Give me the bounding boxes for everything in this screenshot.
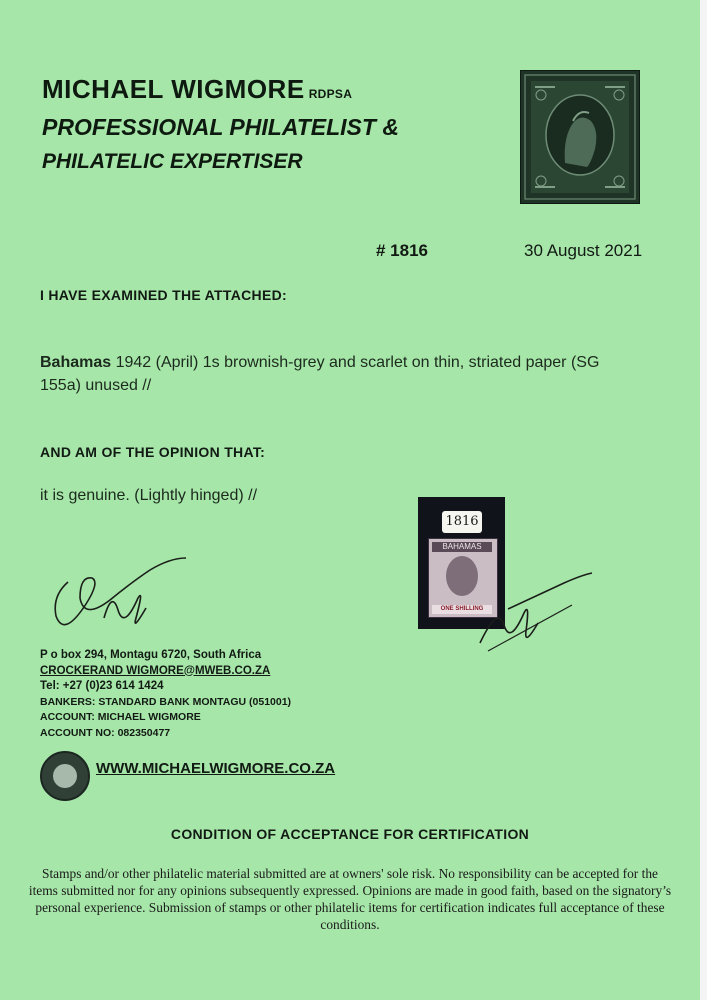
photo-number-label: 1816	[442, 511, 482, 533]
postal-address: P o box 294, Montagu 6720, South Africa	[40, 649, 262, 661]
contact-block	[40, 648, 291, 741]
scan-edge	[700, 0, 707, 1000]
issuer-name-text: MICHAEL WIGMORE	[42, 74, 305, 104]
king-george-stamp-image	[520, 70, 640, 204]
certificate-number: # 1816	[376, 241, 428, 260]
stamp-country-text: BAHAMAS	[432, 542, 492, 552]
issuer-name	[42, 74, 352, 105]
account-name: ACCOUNT: MICHAEL WIGMORE	[40, 711, 201, 723]
examined-heading: I HAVE EXAMINED THE ATTACHED:	[40, 287, 287, 303]
item-description	[40, 351, 640, 397]
tagline-line-1: PROFESSIONAL PHILATELIST &	[42, 114, 399, 140]
tagline-line-2: PHILATELIC EXPERTISER	[42, 150, 303, 173]
signature-right	[468, 565, 598, 655]
conditions-text: Stamps and/or other philatelic material submitted are at owners' sole risk. No responsibility can be accepted for the items submitted nor for any opinions subsequently expressed. Opinions are made in good faith, based on the signatory’s personal experience. Submission of stamps or other philatelic items for certification indicates full acceptance of these conditions.	[28, 866, 672, 932]
opinion-text: it is genuine. (Lightly hinged) //	[40, 487, 258, 504]
telephone: Tel: +27 (0)23 614 1424	[40, 680, 164, 692]
signature-left	[46, 548, 196, 638]
stamp-engraving-icon	[521, 71, 639, 203]
certificate-date: 30 August 2021	[524, 241, 643, 260]
society-seal-icon	[40, 751, 90, 801]
issuer-postnominal: RDPSA	[308, 87, 353, 101]
account-number: ACCOUNT NO: 082350477	[40, 726, 171, 739]
bankers: BANKERS: STANDARD BANK MONTAGU (051001)	[40, 695, 292, 708]
conditions-heading: CONDITION OF ACCEPTANCE FOR CERTIFICATION	[170, 826, 530, 842]
website-link[interactable]: WWW.MICHAELWIGMORE.CO.ZA	[96, 760, 336, 777]
email-link[interactable]: CROCKERAND WIGMORE@MWEB.CO.ZA	[40, 664, 271, 677]
stamp-value-text: ONE SHILLING	[432, 605, 492, 614]
item-details: 1942 (April) 1s brownish-grey and scarlet on thin, striated paper (SG 155a) unused //	[40, 354, 600, 394]
opinion-heading: AND AM OF THE OPINION THAT:	[40, 444, 266, 460]
item-country: Bahamas	[40, 354, 112, 371]
